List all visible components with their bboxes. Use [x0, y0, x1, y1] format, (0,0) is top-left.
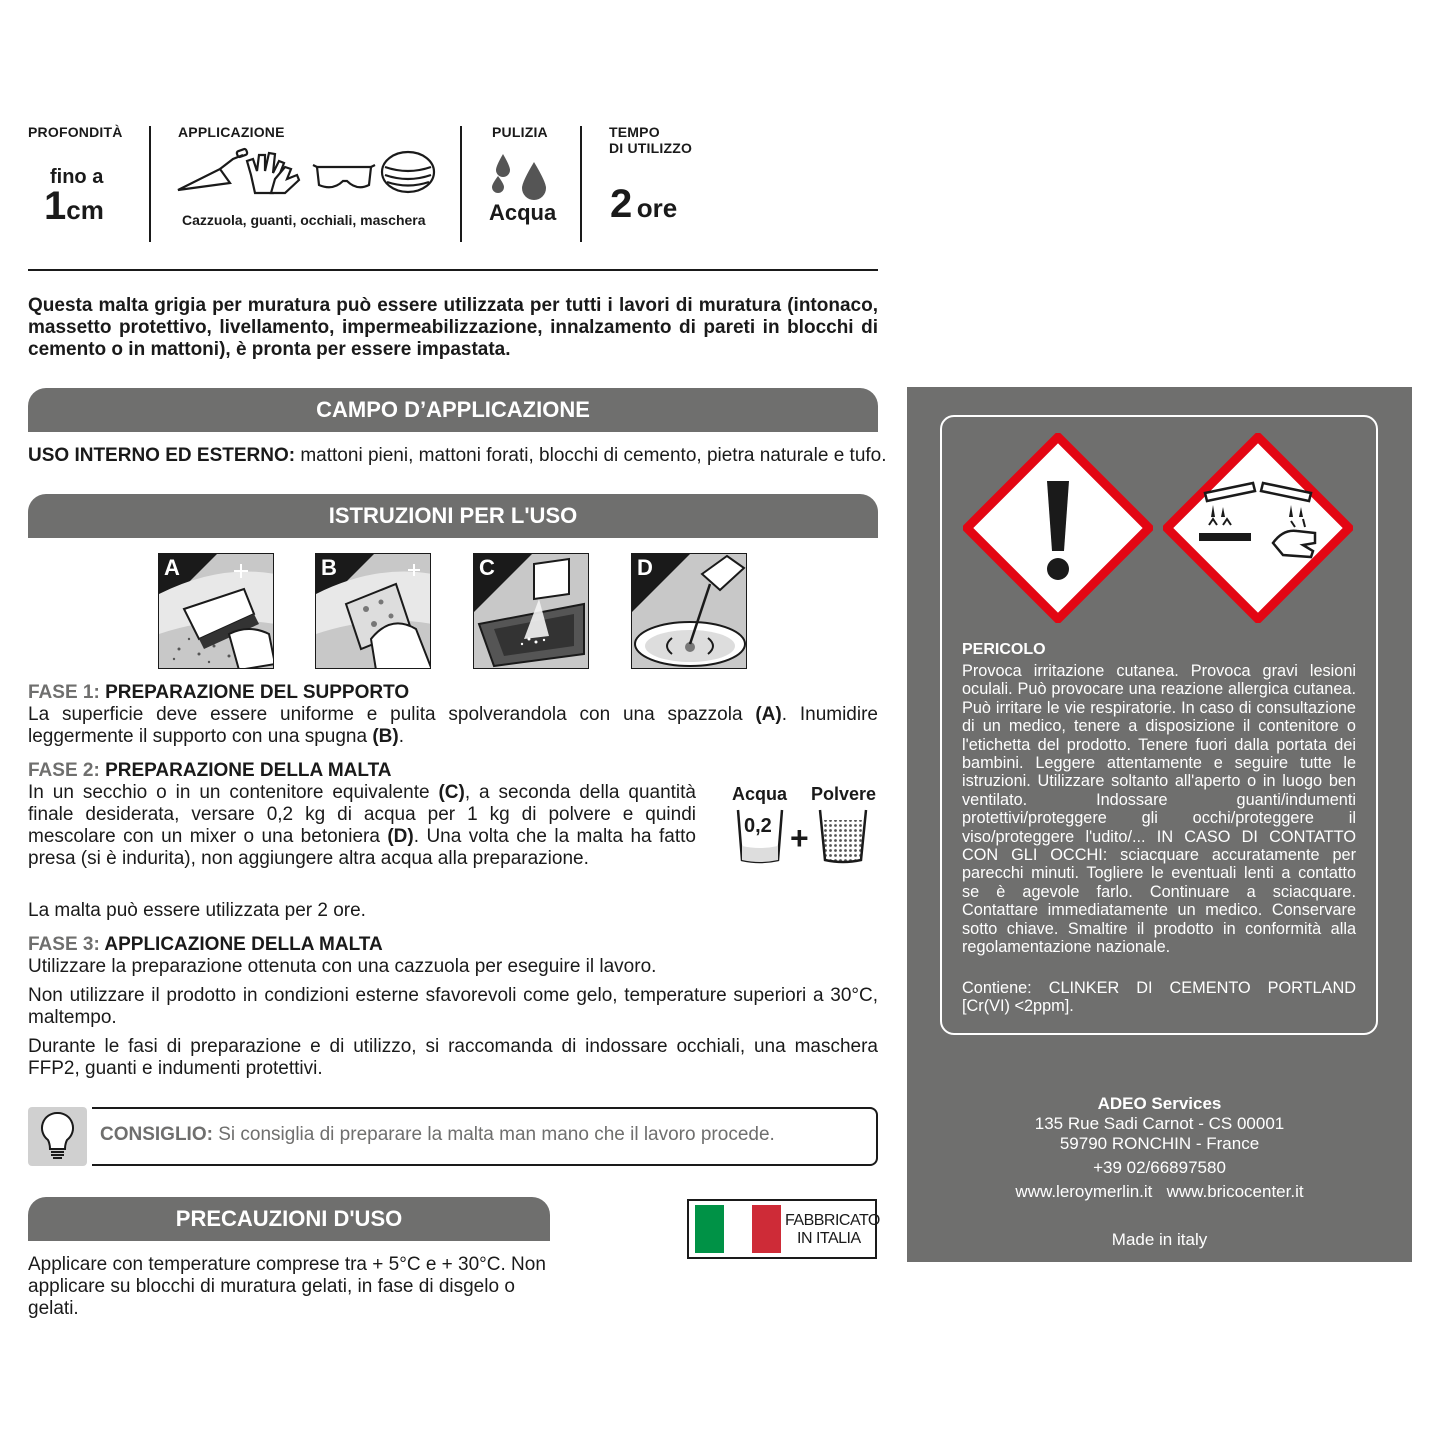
header-divider-1	[149, 126, 151, 242]
fase1-text	[28, 704, 878, 748]
application-tools: Cazzuola, guanti, occhiali, maschera	[182, 212, 426, 228]
usage-time-number: 2	[610, 182, 633, 226]
company-name: ADEO Services	[1097, 1094, 1222, 1113]
usage-time-value	[610, 182, 677, 227]
fase2-duration: La malta può essere utilizzata per 2 ore.	[28, 900, 366, 921]
fase3-p1: Utilizzare la preparazione ottenuta con una cazzuola per eseguire il lavoro.	[28, 956, 657, 977]
fase2-t1: In un secchio o in un contenitore equivalente	[28, 782, 439, 803]
depth-prefix: fino a	[50, 166, 104, 188]
precauzioni-text: Applicare con temperature comprese tra + 5°C e + 30°C. Non applicare su blocchi di muratura gelati, in fase di disgelo o gelati.	[28, 1254, 546, 1319]
corrosion-hazard-icon	[1163, 433, 1353, 623]
hazard-contains: Contiene: CLINKER DI CEMENTO PORTLAND [Cr(VI) <2ppm].	[962, 979, 1356, 1016]
website-bricocenter[interactable]: www.bricocenter.it	[1166, 1182, 1304, 1201]
company-websites	[907, 1182, 1412, 1202]
fase2-t2: , a seconda della quantità finale desiderata, versare 0,2 kg di acqua per 1 kg di polvere e quindi mescolare con un mixer o una betoniera	[28, 782, 696, 847]
depth-label: PROFONDITÀ	[28, 124, 123, 140]
fase3-title: APPLICAZIONE DELLA MALTA	[99, 934, 383, 955]
depth-value	[44, 184, 104, 229]
header-rule	[28, 269, 878, 271]
company-address2: 59790 RONCHIN - France	[1059, 1134, 1260, 1153]
fase3-label: FASE 3:	[28, 934, 100, 955]
fase1-t3: .	[398, 726, 405, 747]
fase3-p2: Non utilizzare il prodotto in condizioni esterne sfavorevoli come gelo, temperature superiori a 30°C, maltempo.	[28, 985, 878, 1028]
step-a-brush-icon	[158, 553, 274, 669]
mask-icon	[382, 152, 434, 192]
website-leroymerlin[interactable]: www.leroymerlin.it	[1015, 1182, 1153, 1201]
company-phone: +39 02/66897580	[1093, 1158, 1226, 1177]
cleaning-label: PULIZIA	[492, 124, 548, 140]
header-divider-2	[460, 126, 462, 242]
mix-plus: +	[790, 820, 809, 856]
step-c-bucket-icon	[473, 553, 589, 669]
fase1-t1: La superficie deve essere uniforme e pulita spolverandola con una spazzola	[28, 704, 756, 725]
fase1-label: FASE 1:	[28, 682, 100, 703]
goggles-icon	[313, 165, 375, 187]
campo-label: USO INTERNO ED ESTERNO:	[28, 445, 296, 466]
company-address1: 135 Rue Sadi Carnot - CS 00001	[1034, 1114, 1285, 1133]
bulb-icon-box	[28, 1107, 87, 1166]
fase2-title: PREPARAZIONE DELLA MALTA	[99, 760, 392, 781]
step-c-letter: C	[479, 555, 495, 580]
made-in-italy-badge	[687, 1199, 880, 1259]
fase1-title: PREPARAZIONE DEL SUPPORTO	[99, 682, 410, 703]
flag-red	[752, 1205, 781, 1253]
fase1-t2: . Inumidire leggermente il supporto con una spugna	[28, 704, 878, 747]
fase2-ref-c: (C)	[438, 782, 465, 803]
fase2-ref-d: (D)	[387, 826, 414, 847]
made-in-line1: FABBRICATO	[785, 1212, 880, 1229]
made-in-italy-text: Made in italy	[1111, 1230, 1208, 1249]
fase2-heading	[28, 760, 391, 782]
depth-number: 1	[44, 184, 67, 228]
precauzioni-title: PRECAUZIONI D'USO	[28, 1197, 550, 1241]
campo-description: mattoni pieni, mattoni forati, blocchi di cemento, pietra naturale e tufo.	[295, 445, 887, 466]
consiglio-text	[100, 1124, 775, 1146]
fase2-t3: . Una volta che la malta ha fatto presa (si è indurita), non aggiungere altra acqua alla preparazione.	[28, 826, 696, 869]
cleaning-value: Acqua	[489, 200, 557, 225]
hazard-text: Provoca irritazione cutanea. Provoca gravi lesioni oculali. Può provocare una reazione allergica cutanea. Può irritare le vie respiratorie. In caso di consultazione di un medico, tenere a disposizione il contenitore o l'etichetta del prodotto. Tenere fuori dalla portata dei bambini. Leggere attentamente e seguire tutte le istruzioni. Utilizzare soltanto all'aperto o in luogo ben ventilato. Indossare guanti/indumenti protettivi/proteggere gli occhi/proteggere il viso/proteggere l'udito/... IN CASO DI CONTATTO CON GLI OCCHI: sciacquare accuratamente per parecchi minuti. Togliere le eventuali lenti a contatto se è agevole farlo. Continuare a sciacquare. Contattare immediatamente un medico. Conservare sotto chiave. Smaltire il prodotto in conformità alla regolamentazione nazionale.	[962, 662, 1356, 957]
exclamation-hazard-icon	[963, 433, 1153, 623]
campo-text	[28, 445, 888, 467]
lightbulb-icon	[28, 1107, 87, 1166]
step-d-letter: D	[637, 555, 653, 580]
usage-time-unit: ore	[636, 193, 678, 223]
made-in-line2: IN ITALIA	[797, 1230, 861, 1247]
usage-time-label-1: TEMPO	[609, 124, 660, 140]
campo-title: CAMPO D’APPLICAZIONE	[28, 388, 878, 432]
step-b-letter: B	[321, 555, 337, 580]
fase3-heading	[28, 934, 383, 956]
step-b-sponge-icon	[315, 553, 431, 669]
hazard-title: PERICOLO	[962, 641, 1046, 658]
flag-green	[695, 1205, 724, 1253]
fase2-label: FASE 2:	[28, 760, 100, 781]
intro-text: Questa malta grigia per muratura può essere utilizzata per tutti i lavori di muratura (intonaco, massetto protettivo, livellamento, impermeabilizzazione, innalzamento di pareti in blocchi di cemento o in mattoni), è pronta per essere impastata.	[28, 295, 878, 360]
fase2-text	[28, 782, 696, 870]
company-block	[907, 1094, 1412, 1250]
trowel-icon	[178, 148, 248, 190]
step-a-letter: A	[164, 555, 180, 580]
mix-powder-label: Polvere	[811, 784, 877, 804]
fase3-p3: Durante le fasi di preparazione e di utilizzo, si raccomanda di indossare occhiali, una maschera FFP2, guanti e indumenti protettivi.	[28, 1036, 878, 1079]
powder-cup-icon	[818, 808, 868, 864]
fase1-ref-b: (B)	[372, 726, 399, 747]
fase1-heading	[28, 682, 409, 704]
usage-time-label-2: DI UTILIZZO	[609, 140, 693, 156]
header-divider-3	[580, 126, 582, 242]
mix-water-value: 0,2	[744, 815, 772, 837]
consiglio-label: CONSIGLIO:	[100, 1124, 213, 1145]
italy-flag-icon	[695, 1205, 781, 1253]
mix-water-label: Acqua	[732, 784, 788, 804]
flag-white	[724, 1205, 753, 1253]
istruzioni-title: ISTRUZIONI PER L'USO	[28, 494, 878, 538]
step-d-mixer-icon	[631, 553, 747, 669]
water-drops-icon	[492, 152, 552, 200]
ppe-icons	[175, 145, 440, 200]
gloves-icon	[247, 153, 299, 193]
application-label: APPLICAZIONE	[178, 124, 285, 140]
fase1-ref-a: (A)	[755, 704, 782, 725]
consiglio-body: Si consiglia di preparare la malta man mano che il lavoro procede.	[212, 1124, 775, 1145]
depth-unit: cm	[66, 195, 104, 225]
